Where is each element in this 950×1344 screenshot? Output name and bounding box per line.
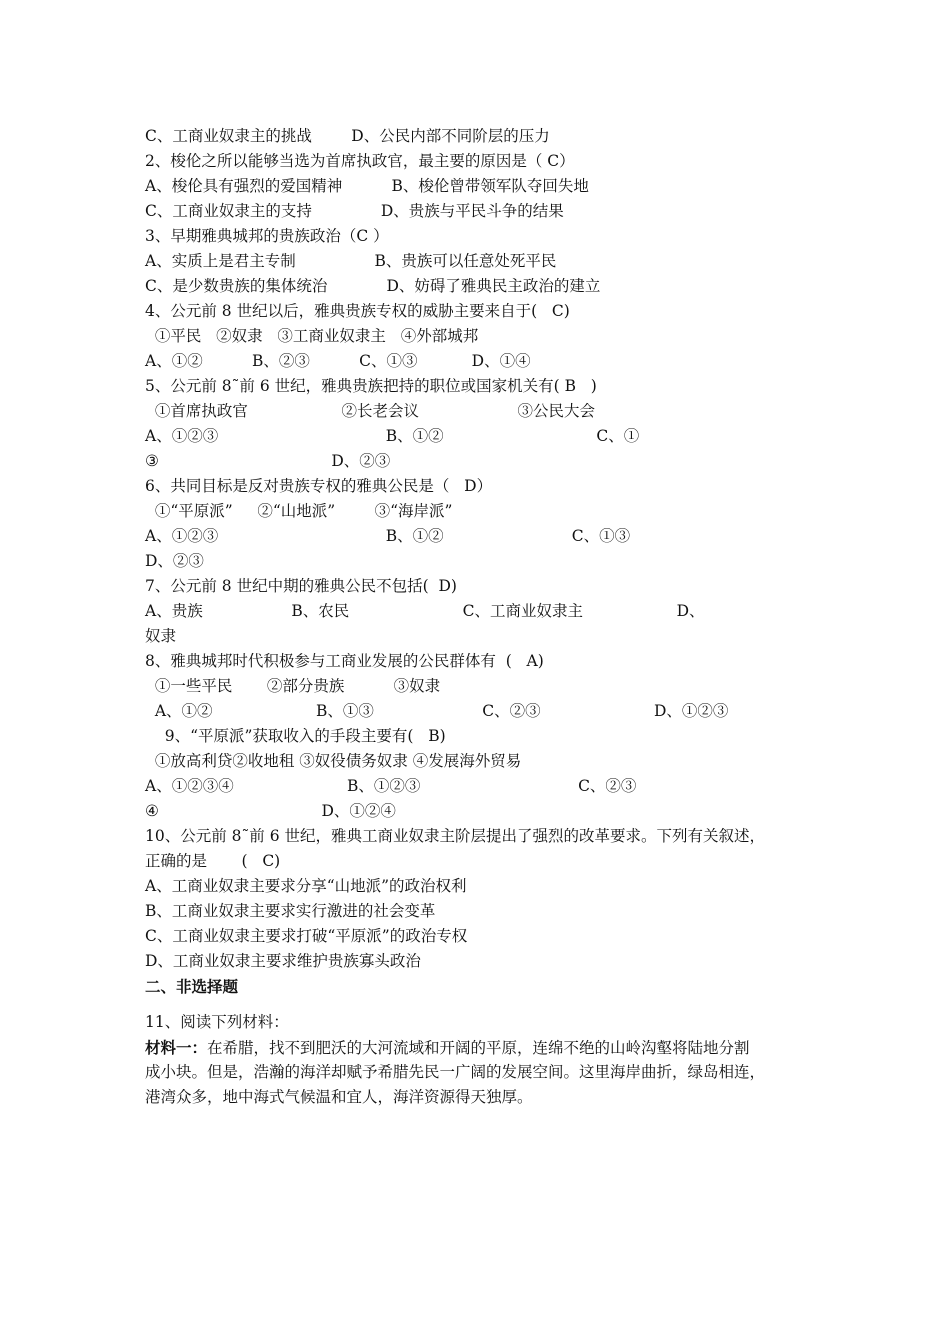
text-line: 4、公元前 8 世纪以后，雅典贵族专权的威胁主要来自于( C) [145, 302, 570, 320]
material-line: 成小块。但是，浩瀚的海洋却赋予希腊先民一广阔的发展空间。这里海岸曲折，绿岛相连， [145, 1063, 766, 1081]
text-line: ①放高利贷②收地租 ③奴役债务奴隶 ④发展海外贸易 [145, 752, 522, 770]
text-line: ③ D、②③ [145, 452, 391, 470]
text-line: 9、“平原派”获取收入的手段主要有( B) [145, 727, 446, 745]
text-line: A、①②③ B、①② C、① [145, 427, 640, 445]
text-line: A、实质上是君主专制 B、贵族可以任意处死平民 [145, 252, 557, 270]
text-line: ①首席执政官 ②长老会议 ③公民大会 [145, 402, 596, 420]
text-line: 正确的是 ( C) [145, 852, 281, 870]
text-line: 8、雅典城邦时代积极参与工商业发展的公民群体有 ( A) [145, 652, 544, 670]
text-line: 7、公元前 8 世纪中期的雅典公民不包括( D) [145, 577, 457, 595]
text-line: 6、共同目标是反对贵族专权的雅典公民是（ D） [145, 477, 493, 495]
text-line: D、工商业奴隶主要求维护贵族寡头政治 [145, 952, 421, 970]
text-line: A、①② B、①③ C、②③ D、①②③ [145, 702, 729, 720]
text-line: B、工商业奴隶主要求实行激进的社会变革 [145, 902, 436, 920]
text-line: 2、梭伦之所以能够当选为首席执政官，最主要的原因是（ C） [145, 152, 575, 170]
text-line: A、工商业奴隶主要求分享“山地派”的政治权利 [145, 877, 467, 895]
text-line: D、②③ [145, 552, 204, 570]
text-line: ①平民 ②奴隶 ③工商业奴隶主 ④外部城邦 [145, 327, 479, 345]
text-line: 10、公元前 8˜前 6 世纪，雅典工商业奴隶主阶层提出了强烈的改革要求。下列有关叙述， [145, 827, 765, 845]
material-label: 材料一： [145, 1038, 208, 1057]
section-heading: 二、非选择题 [145, 977, 239, 996]
text-line: C、工商业奴隶主要求打破“平原派”的政治专权 [145, 927, 468, 945]
text-line: A、①②③ B、①② C、①③ [145, 527, 631, 545]
text-line: A、①② B、②③ C、①③ D、①④ [145, 352, 531, 370]
text-line: ①一些平民 ②部分贵族 ③奴隶 [145, 677, 441, 695]
text-line: A、梭伦具有强烈的爱国精神 B、梭伦曾带领军队夺回失地 [145, 177, 589, 195]
material-line: 港湾众多，地中海式气候温和宜人，海洋资源得天独厚。 [145, 1088, 533, 1106]
text-line: C、工商业奴隶主的挑战 D、公民内部不同阶层的压力 [145, 127, 550, 145]
text-line: C、是少数贵族的集体统治 D、妨碍了雅典民主政治的建立 [145, 277, 601, 295]
text-line: 5、公元前 8˜前 6 世纪，雅典贵族把持的职位或国家机关有( B ) [145, 377, 597, 395]
material-text: 在希腊，找不到肥沃的大河流域和开阔的平原，连绵不绝的山岭沟壑将陆地分割 [207, 1039, 750, 1057]
text-line: 奴隶 [145, 627, 177, 645]
text-line: ①“平原派” ②“山地派” ③“海岸派” [145, 502, 453, 520]
text-line: A、贵族 B、农民 C、工商业奴隶主 D、 [145, 602, 705, 620]
question-11: 11、阅读下列材料： [145, 1013, 289, 1031]
text-line: ④ D、①②④ [145, 802, 396, 820]
material-line [145, 1035, 825, 1060]
text-line: A、①②③④ B、①②③ C、②③ [145, 777, 637, 795]
text-line: 3、早期雅典城邦的贵族政治（C ） [145, 227, 389, 245]
text-line: C、工商业奴隶主的支持 D、贵族与平民斗争的结果 [145, 202, 564, 220]
